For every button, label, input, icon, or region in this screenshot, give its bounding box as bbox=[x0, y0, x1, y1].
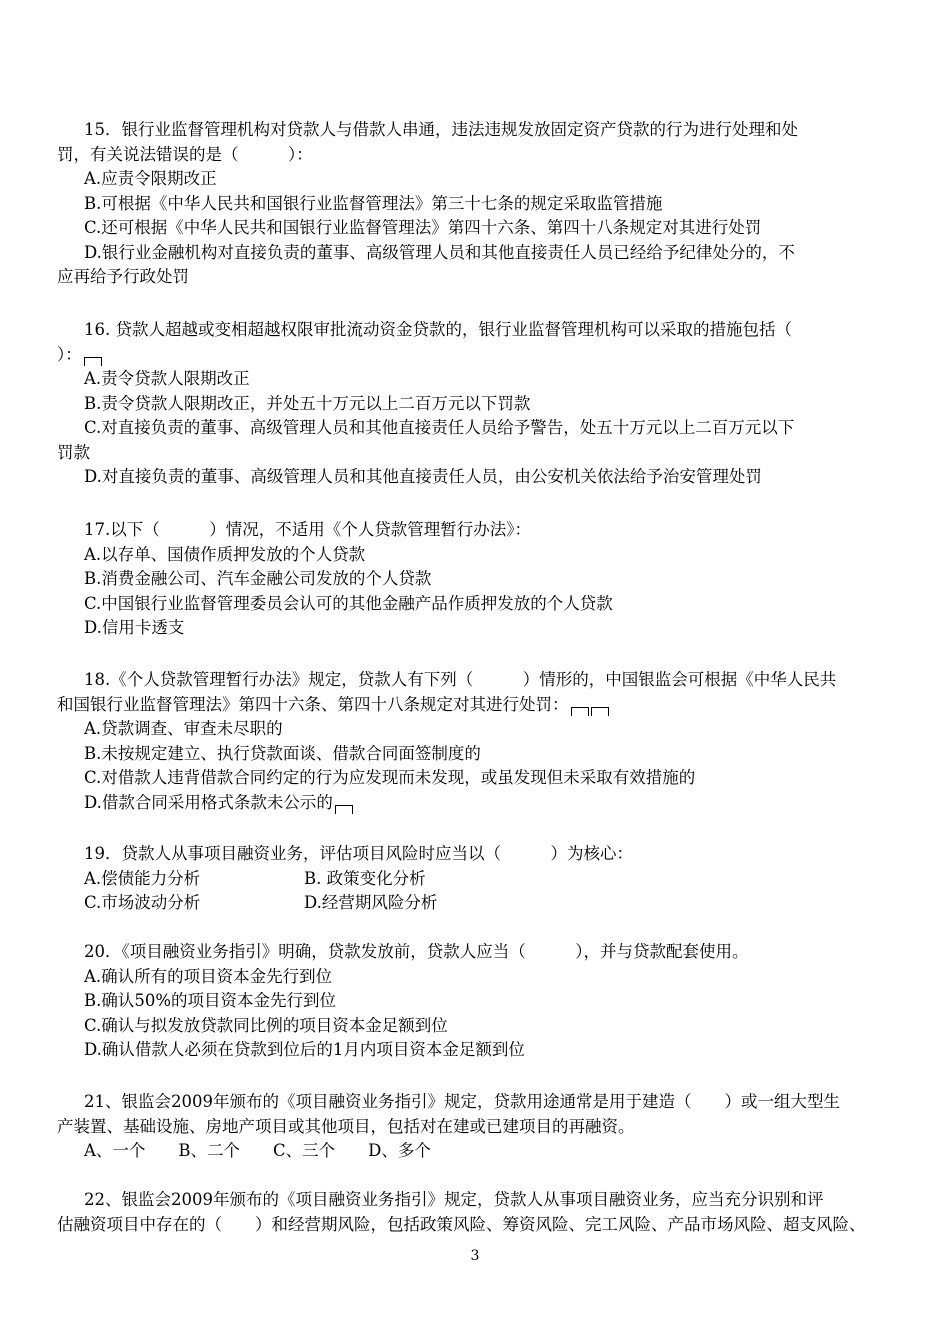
option-c: C.对借款人违背借款合同约定的行为应发现而未发现，或虽发现但未采取有效措施的 bbox=[84, 768, 696, 787]
question-stem-line: 15．银行业监督管理机构对贷款人与借款人串通，违法违规发放固定资产贷款的行为进行处理和处 bbox=[84, 120, 798, 139]
question-stem-line: 17.以下（ ）情况，不适用《个人贷款管理暂行办法》： bbox=[84, 520, 531, 539]
option-a: A.贷款调查、审查未尽职的 bbox=[84, 719, 283, 738]
option-c: C.对直接负责的董事、高级管理人员和其他直接责任人员给予警告，处五十万元以上二百万元以下 bbox=[84, 418, 795, 437]
question-15 bbox=[57, 118, 912, 290]
bracket-mark-icon bbox=[591, 707, 609, 716]
question-stem-text: ）： bbox=[57, 344, 82, 364]
option-b: B.责令贷款人限期改正，并处五十万元以上二百万元以下罚款 bbox=[84, 393, 531, 413]
question-stem-line: 罚，有关说法错误的是（ ）： bbox=[57, 144, 313, 164]
question-stem-line: 20．《项目融资业务指引》明确，贷款发放前，贷款人应当（ ），并与贷款配套使用。 bbox=[84, 942, 749, 961]
question-stem-line: 产装置、基础设施、房地产项目或其他项目，包括对在建或已建项目的再融资。 bbox=[57, 1116, 635, 1136]
option-a: A.确认所有的项目资本金先行到位 bbox=[84, 966, 333, 986]
option-d: D.确认借款人必须在贷款到位后的1月内项目资本金足额到位 bbox=[84, 1040, 525, 1059]
option-d: D.信用卡透支 bbox=[84, 618, 185, 637]
question-stem-line: 19．贷款人从事项目融资业务，评估项目风险时应当以（ ）为核心： bbox=[84, 844, 633, 863]
option-b: B.未按规定建立、执行贷款面谈、借款合同面签制度的 bbox=[84, 743, 481, 763]
option-d: D.对直接负责的董事、高级管理人员和其他直接责任人员，由公安机关依法给予治安管理处罚 bbox=[84, 467, 762, 486]
option-d: D.借款合同采用格式条款未公示的 bbox=[84, 792, 333, 812]
question-stem-line: 16. 贷款人超越或变相超越权限审批流动资金贷款的，银行业监督管理机构可以采取的措施包括（ bbox=[84, 320, 792, 339]
page-number: 3 bbox=[470, 1248, 480, 1264]
option-a: A.偿债能力分析 bbox=[84, 868, 201, 888]
option-c: C.中国银行业监督管理委员会认可的其他金融产品作质押发放的个人贷款 bbox=[84, 593, 613, 613]
option-b: B. 政策变化分析 bbox=[304, 868, 426, 888]
question-21 bbox=[57, 1090, 912, 1164]
question-stem-line: 估融资项目中存在的（ ）和经营期风险，包括政策风险、筹资风险、完工风险、产品市场风险、超支风险、 bbox=[57, 1214, 866, 1234]
question-stem-line-wrap bbox=[57, 693, 912, 718]
option-c: C.还可根据《中华人民共和国银行业监督管理法》第四十六条、第四十八条规定对其进行处罚 bbox=[84, 218, 762, 237]
option-d-wrap bbox=[57, 791, 912, 816]
option-b: B.可根据《中华人民共和国银行业监督管理法》第三十七条的规定采取监管措施 bbox=[84, 193, 663, 213]
options-row bbox=[57, 891, 912, 916]
options-inline: A、一个 B、二个 C、三个 D、多个 bbox=[84, 1141, 431, 1160]
option-d: D.银行业金融机构对直接负责的董事、高级管理人员和其他直接责任人员已经给予纪律处分的，不 bbox=[84, 242, 795, 262]
options-row bbox=[57, 867, 912, 892]
option-d-continued: 应再给予行政处罚 bbox=[57, 267, 189, 286]
bracket-mark-icon bbox=[84, 357, 102, 366]
question-17 bbox=[57, 518, 912, 641]
option-c-continued: 罚款 bbox=[57, 442, 90, 462]
question-stem-line: 21、银监会2009年颁布的《项目融资业务指引》规定，贷款用途通常是用于建造（ ）或一组大型生 bbox=[84, 1092, 840, 1111]
question-20 bbox=[57, 940, 912, 1063]
bracket-mark-icon bbox=[571, 707, 589, 716]
question-stem-line: 22、银监会2009年颁布的《项目融资业务指引》规定，贷款人从事项目融资业务，应当充分识别和评 bbox=[84, 1190, 824, 1209]
question-stem-text: 和国银行业监督管理法》第四十六条、第四十八条规定对其进行处罚： bbox=[57, 694, 569, 714]
option-a: A.责令贷款人限期改正 bbox=[84, 369, 250, 388]
option-c: C.确认与拟发放贷款同比例的项目资本金足额到位 bbox=[84, 1015, 448, 1035]
option-a: A.应责令限期改正 bbox=[84, 169, 217, 188]
option-c: C.市场波动分析 bbox=[84, 893, 201, 912]
bracket-mark-icon bbox=[335, 805, 353, 814]
question-16 bbox=[57, 318, 912, 490]
option-b: B.消费金融公司、汽车金融公司发放的个人贷款 bbox=[84, 569, 432, 588]
option-b: B.确认50%的项目资本金先行到位 bbox=[84, 991, 337, 1010]
question-22 bbox=[57, 1188, 912, 1237]
question-18 bbox=[57, 668, 912, 815]
option-d: D.经营期风险分析 bbox=[304, 893, 438, 912]
question-19 bbox=[57, 842, 912, 916]
option-a: A.以存单、国债作质押发放的个人贷款 bbox=[84, 544, 366, 564]
question-stem-line-wrap bbox=[57, 343, 912, 368]
question-stem-line: 18.《个人贷款管理暂行办法》规定，贷款人有下列（ ）情形的，中国银监会可根据《中华人民共 bbox=[84, 670, 837, 689]
